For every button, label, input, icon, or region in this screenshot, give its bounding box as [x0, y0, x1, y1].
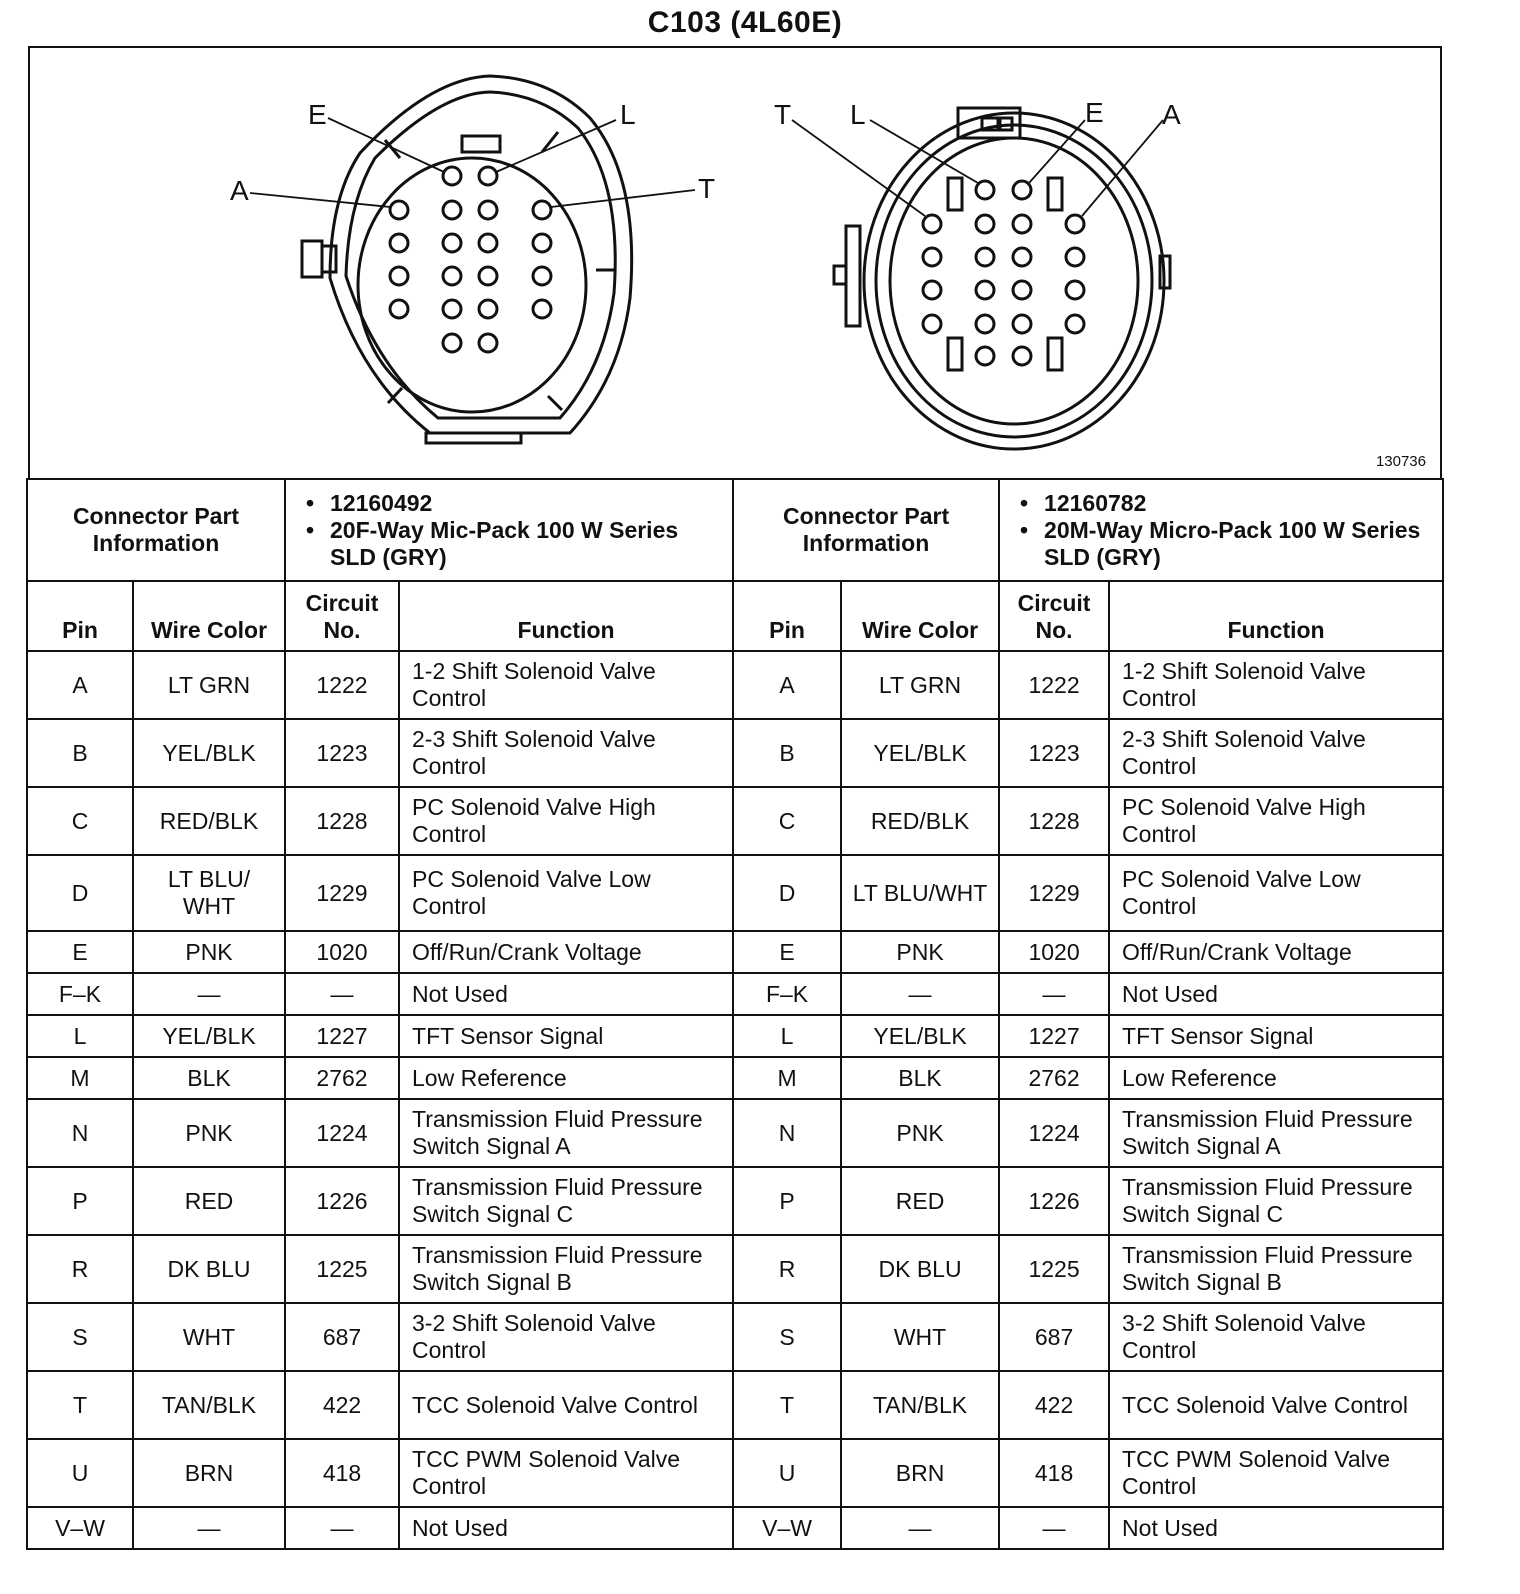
circuit-left: 1227: [285, 1015, 399, 1057]
circuit-left: 687: [285, 1303, 399, 1371]
circuit-right: 1226: [999, 1167, 1109, 1235]
table-row: [27, 1303, 1443, 1371]
function-right: TCC PWM Solenoid Valve Control: [1109, 1439, 1443, 1507]
function-left: 3-2 Shift Solenoid Valve Control: [399, 1303, 733, 1371]
circuit-right: —: [999, 1507, 1109, 1549]
function-right: 1-2 Shift Solenoid Valve Control: [1109, 651, 1443, 719]
circuit-left: 418: [285, 1439, 399, 1507]
wire-color-right: YEL/BLK: [841, 719, 999, 787]
wire-color-right: BLK: [841, 1057, 999, 1099]
circuit-left: —: [285, 1507, 399, 1549]
circuit-left: 1224: [285, 1099, 399, 1167]
function-right: Transmission Fluid Pressure Switch Signal C: [1109, 1167, 1443, 1235]
wire-color-right: —: [841, 973, 999, 1015]
pin-left: T: [27, 1371, 133, 1439]
wire-color-right: LT GRN: [841, 651, 999, 719]
pin-left: L: [27, 1015, 133, 1057]
circuit-left: 2762: [285, 1057, 399, 1099]
wire-color-right: RED: [841, 1167, 999, 1235]
page-title: C103 (4L60E): [647, 6, 843, 39]
pin-left: S: [27, 1303, 133, 1371]
function-left: PC Solenoid Valve High Control: [399, 787, 733, 855]
pin-right: A: [733, 651, 841, 719]
pin-left: U: [27, 1439, 133, 1507]
header-pin-left: Pin: [27, 581, 133, 651]
left-pin-label-a: A: [230, 175, 249, 206]
function-right: PC Solenoid Valve High Control: [1109, 787, 1443, 855]
wire-color-left: YEL/BLK: [133, 1015, 285, 1057]
circuit-right: 1222: [999, 651, 1109, 719]
table-row: [27, 1235, 1443, 1303]
function-left: TCC Solenoid Valve Control: [399, 1371, 733, 1439]
wire-color-left: —: [133, 1507, 285, 1549]
circuit-right: 1020: [999, 931, 1109, 973]
right-part-number: • 12160782: [1044, 490, 1434, 517]
wire-color-left: —: [133, 973, 285, 1015]
connector-info-label-right: Connector Part Information: [733, 479, 999, 581]
pin-left: C: [27, 787, 133, 855]
right-pin-label-l: L: [850, 99, 866, 130]
header-pin-right: Pin: [733, 581, 841, 651]
function-left: Not Used: [399, 1507, 733, 1549]
pin-right: U: [733, 1439, 841, 1507]
wire-color-right: YEL/BLK: [841, 1015, 999, 1057]
function-left: TCC PWM Solenoid Valve Control: [399, 1439, 733, 1507]
table-row: [27, 1167, 1443, 1235]
circuit-right: 1228: [999, 787, 1109, 855]
figure-number: 130736: [1375, 453, 1426, 470]
pin-left: D: [27, 855, 133, 931]
left-connector-leaders: [250, 118, 695, 207]
pin-left: N: [27, 1099, 133, 1167]
connector-diagram: [30, 48, 1440, 478]
function-right: TCC Solenoid Valve Control: [1109, 1371, 1443, 1439]
function-right: TFT Sensor Signal: [1109, 1015, 1443, 1057]
connector-info-row: [27, 479, 1443, 581]
pin-left: F–K: [27, 973, 133, 1015]
header-function-right: Function: [1109, 581, 1443, 651]
right-pin-label-e: E: [1085, 97, 1104, 128]
function-right: Transmission Fluid Pressure Switch Signal A: [1109, 1099, 1443, 1167]
wire-color-left: BLK: [133, 1057, 285, 1099]
pin-left: P: [27, 1167, 133, 1235]
table-row: [27, 1439, 1443, 1507]
left-connector-pins: [390, 167, 551, 352]
wire-color-left: LT GRN: [133, 651, 285, 719]
circuit-right: 1229: [999, 855, 1109, 931]
header-circuit-right: Circuit No.: [999, 581, 1109, 651]
pin-right: F–K: [733, 973, 841, 1015]
wire-color-right: WHT: [841, 1303, 999, 1371]
pin-left: B: [27, 719, 133, 787]
pin-right: S: [733, 1303, 841, 1371]
pin-right: L: [733, 1015, 841, 1057]
function-right: 2-3 Shift Solenoid Valve Control: [1109, 719, 1443, 787]
circuit-right: 1224: [999, 1099, 1109, 1167]
connector-parts-left: [285, 479, 733, 581]
wire-color-left: RED/BLK: [133, 787, 285, 855]
table-row: [27, 651, 1443, 719]
wire-color-right: LT BLU/WHT: [841, 855, 999, 931]
wire-color-right: PNK: [841, 931, 999, 973]
function-left: 1-2 Shift Solenoid Valve Control: [399, 651, 733, 719]
function-right: Transmission Fluid Pressure Switch Signal B: [1109, 1235, 1443, 1303]
circuit-left: 1226: [285, 1167, 399, 1235]
wire-color-right: TAN/BLK: [841, 1371, 999, 1439]
left-part-number: • 12160492: [330, 490, 724, 517]
function-left: Transmission Fluid Pressure Switch Signal C: [399, 1167, 733, 1235]
function-left: TFT Sensor Signal: [399, 1015, 733, 1057]
function-right: Not Used: [1109, 973, 1443, 1015]
function-left: Low Reference: [399, 1057, 733, 1099]
pin-right: R: [733, 1235, 841, 1303]
pin-right: D: [733, 855, 841, 931]
left-pin-label-e: E: [308, 99, 327, 130]
function-left: Transmission Fluid Pressure Switch Signal B: [399, 1235, 733, 1303]
wire-color-left: BRN: [133, 1439, 285, 1507]
pin-right: T: [733, 1371, 841, 1439]
circuit-right: 1225: [999, 1235, 1109, 1303]
function-right: PC Solenoid Valve Low Control: [1109, 855, 1443, 931]
connector-info-label-left: Connector Part Information: [27, 479, 285, 581]
function-right: Low Reference: [1109, 1057, 1443, 1099]
pin-right: C: [733, 787, 841, 855]
function-left: Transmission Fluid Pressure Switch Signal A: [399, 1099, 733, 1167]
header-circuit-left: Circuit No.: [285, 581, 399, 651]
circuit-right: 1223: [999, 719, 1109, 787]
pin-left: M: [27, 1057, 133, 1099]
table-row: [27, 719, 1443, 787]
pin-right: E: [733, 931, 841, 973]
wire-color-left: WHT: [133, 1303, 285, 1371]
pin-right: N: [733, 1099, 841, 1167]
circuit-right: 2762: [999, 1057, 1109, 1099]
wire-color-left: YEL/BLK: [133, 719, 285, 787]
header-function-left: Function: [399, 581, 733, 651]
function-right: Not Used: [1109, 1507, 1443, 1549]
wire-color-left: PNK: [133, 931, 285, 973]
left-pin-label-l: L: [620, 99, 636, 130]
pinout-table: [26, 478, 1444, 1550]
table-row: [27, 855, 1443, 931]
pin-left: R: [27, 1235, 133, 1303]
right-pin-label-a: A: [1162, 99, 1181, 130]
pin-right: B: [733, 719, 841, 787]
right-connector-face: [834, 108, 1170, 449]
table-header-row: [27, 581, 1443, 651]
table-row: [27, 1015, 1443, 1057]
wire-color-left: PNK: [133, 1099, 285, 1167]
circuit-left: 1020: [285, 931, 399, 973]
right-part-description: • 20M-Way Micro-Pack 100 W Series SLD (GRY): [1044, 517, 1434, 571]
circuit-right: 418: [999, 1439, 1109, 1507]
function-left: Off/Run/Crank Voltage: [399, 931, 733, 973]
wire-color-left: RED: [133, 1167, 285, 1235]
pin-right: M: [733, 1057, 841, 1099]
header-wire-color-right: Wire Color: [841, 581, 999, 651]
pin-right: P: [733, 1167, 841, 1235]
wire-color-left: DK BLU: [133, 1235, 285, 1303]
circuit-left: 422: [285, 1371, 399, 1439]
function-right: 3-2 Shift Solenoid Valve Control: [1109, 1303, 1443, 1371]
table-row: [27, 931, 1443, 973]
header-wire-color-left: Wire Color: [133, 581, 285, 651]
circuit-right: 422: [999, 1371, 1109, 1439]
function-left: Not Used: [399, 973, 733, 1015]
right-pin-label-t: T: [774, 99, 792, 130]
left-pin-label-t: T: [698, 173, 716, 204]
wire-color-right: RED/BLK: [841, 787, 999, 855]
connector-diagram-panel: [28, 46, 1442, 478]
table-row: [27, 787, 1443, 855]
connector-parts-right: [999, 479, 1443, 581]
circuit-right: —: [999, 973, 1109, 1015]
table-row: [27, 1099, 1443, 1167]
wire-color-right: BRN: [841, 1439, 999, 1507]
circuit-left: 1225: [285, 1235, 399, 1303]
wire-color-left: TAN/BLK: [133, 1371, 285, 1439]
table-row: [27, 1507, 1443, 1549]
circuit-left: 1222: [285, 651, 399, 719]
left-part-description: • 20F-Way Mic-Pack 100 W Series SLD (GRY): [330, 517, 724, 571]
wire-color-right: PNK: [841, 1099, 999, 1167]
wire-color-right: DK BLU: [841, 1235, 999, 1303]
pin-right: V–W: [733, 1507, 841, 1549]
circuit-left: 1223: [285, 719, 399, 787]
circuit-right: 687: [999, 1303, 1109, 1371]
function-left: 2-3 Shift Solenoid Valve Control: [399, 719, 733, 787]
table-row: [27, 973, 1443, 1015]
circuit-right: 1227: [999, 1015, 1109, 1057]
pin-left: A: [27, 651, 133, 719]
table-row: [27, 1057, 1443, 1099]
wire-color-left: LT BLU/ WHT: [133, 855, 285, 931]
circuit-left: —: [285, 973, 399, 1015]
function-right: Off/Run/Crank Voltage: [1109, 931, 1443, 973]
circuit-left: 1229: [285, 855, 399, 931]
wire-color-right: —: [841, 1507, 999, 1549]
left-connector-face: [302, 76, 632, 443]
circuit-left: 1228: [285, 787, 399, 855]
function-left: PC Solenoid Valve Low Control: [399, 855, 733, 931]
pin-left: V–W: [27, 1507, 133, 1549]
table-row: [27, 1371, 1443, 1439]
pin-left: E: [27, 931, 133, 973]
